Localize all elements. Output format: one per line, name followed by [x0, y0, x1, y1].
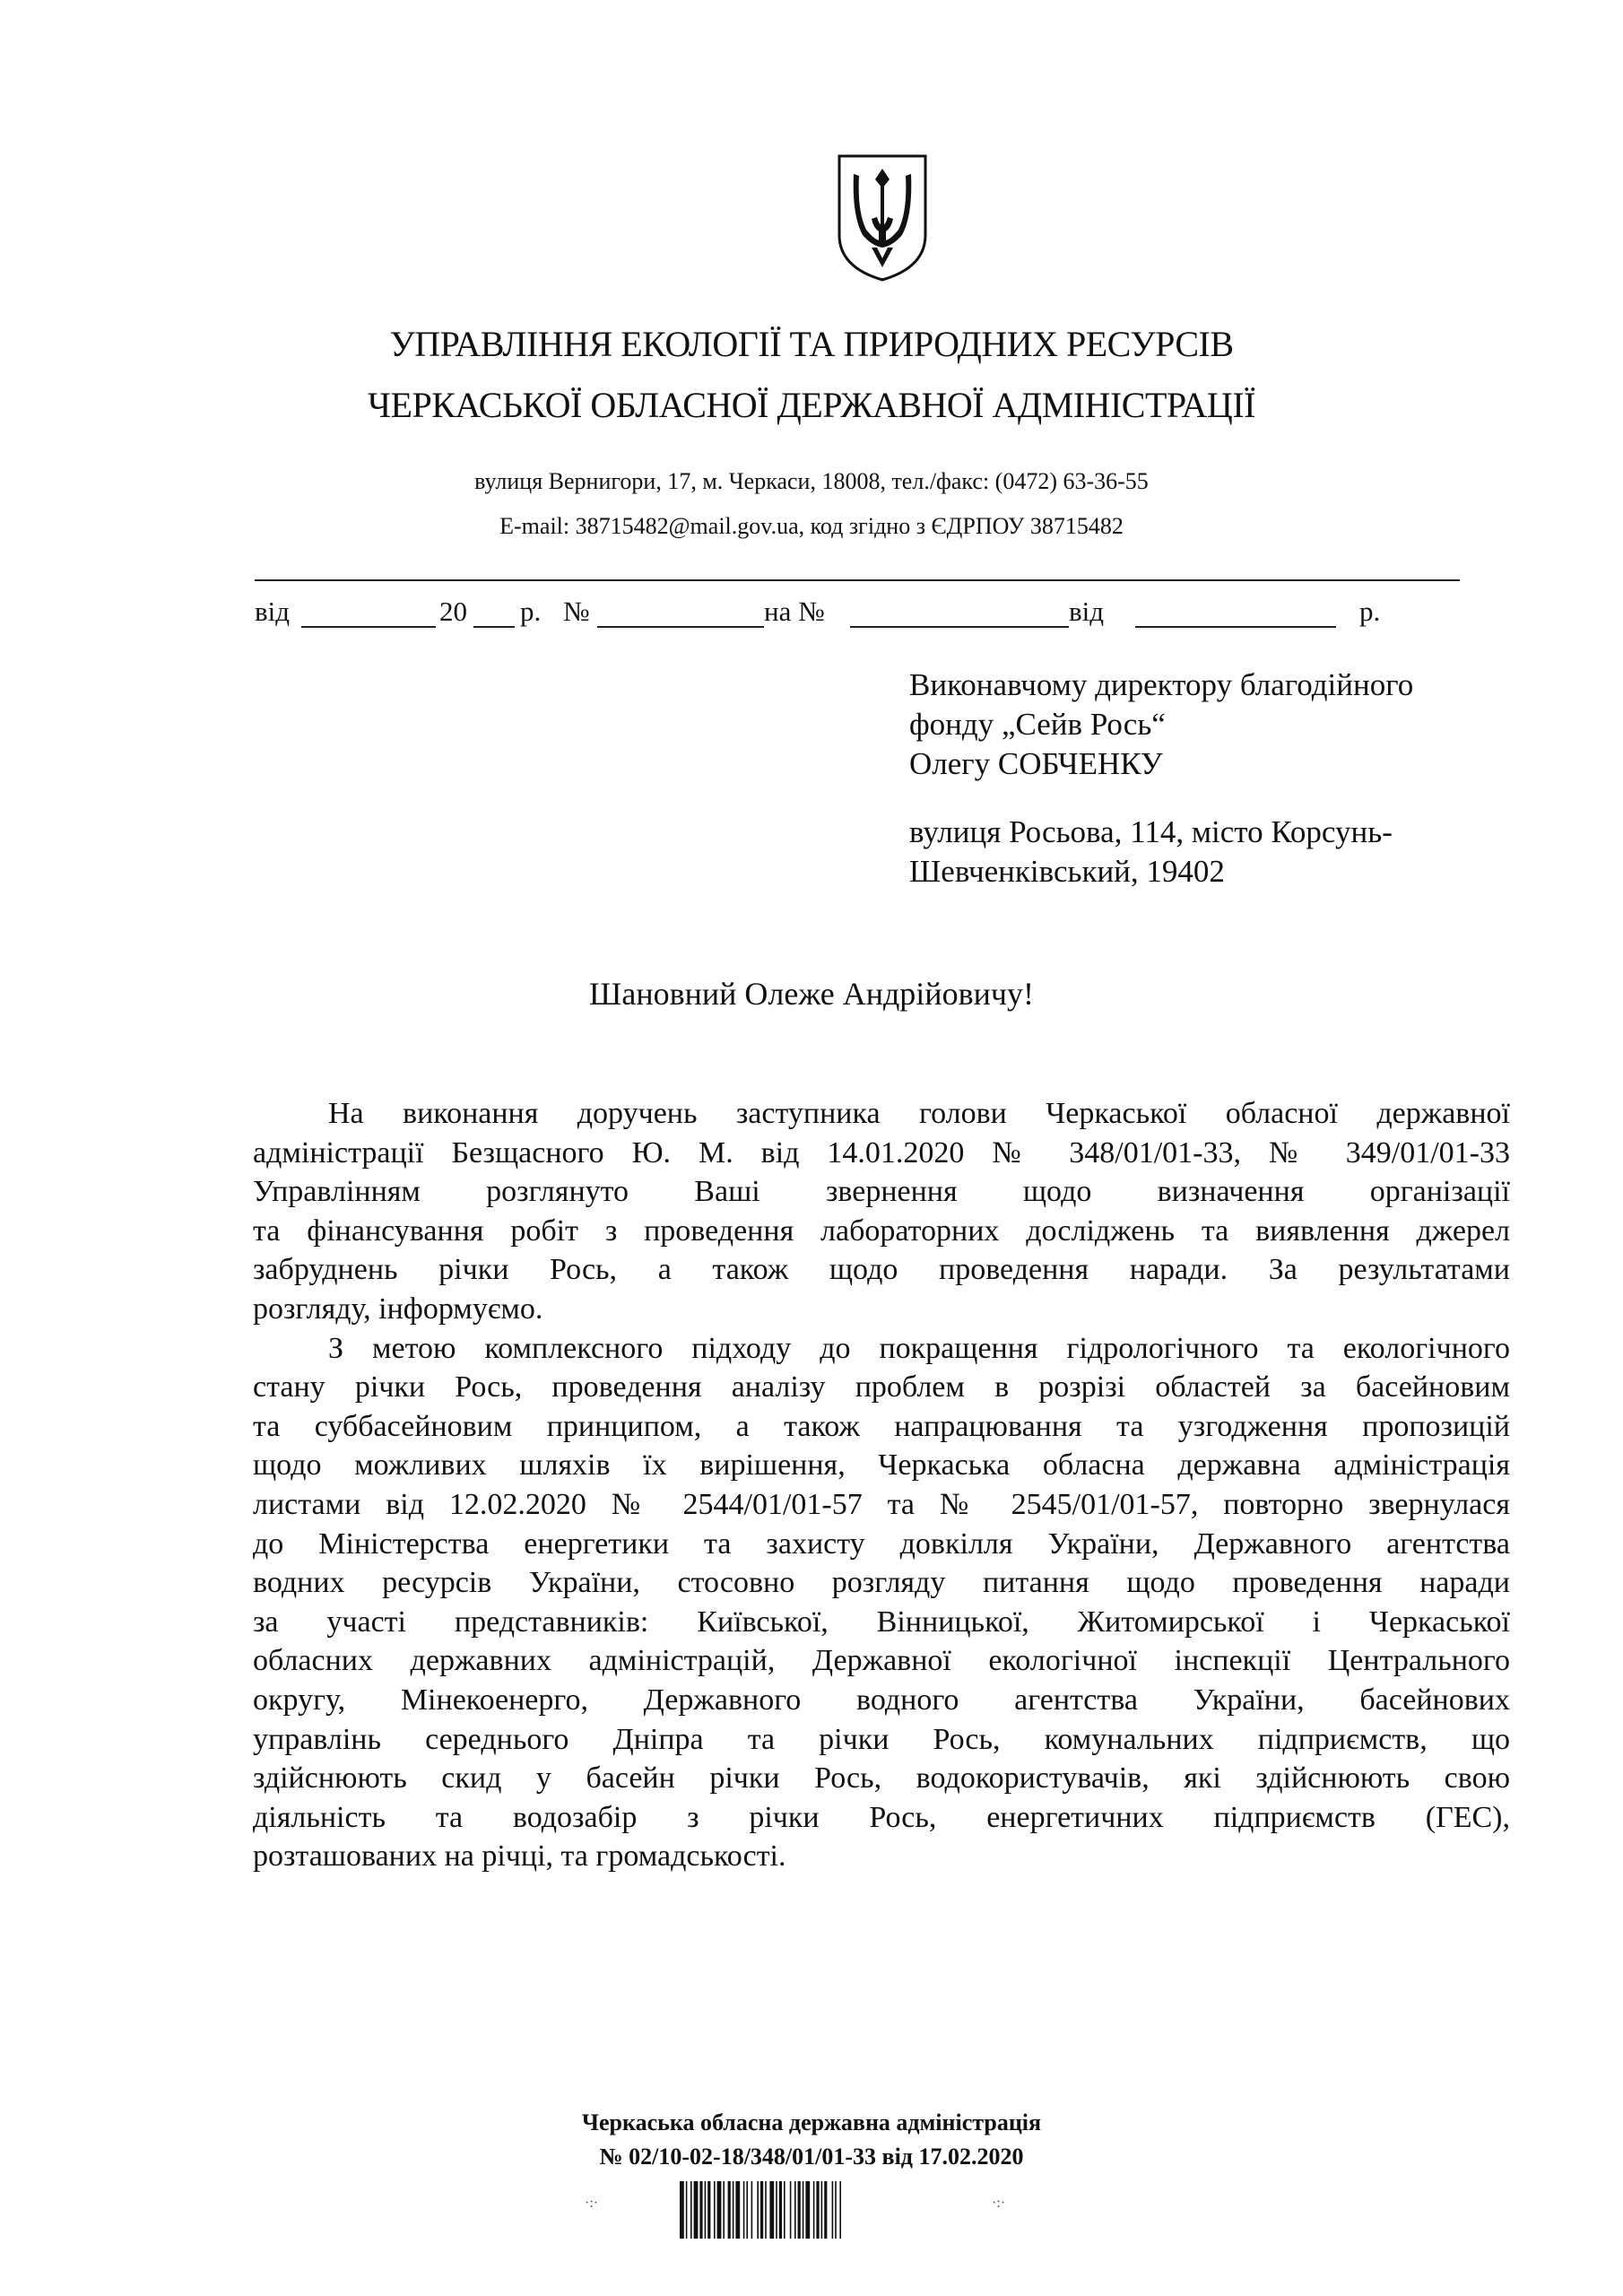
addressee-line: Виконавчому директору благодійного: [909, 667, 1414, 702]
barcode-stripe: [835, 2181, 837, 2239]
reply-year-suffix: р.: [1359, 596, 1381, 627]
body-line: водних ресурсів України, стосовно розгляду питання щодо проведення наради: [253, 1566, 1510, 1600]
barcode-stripe: [813, 2181, 815, 2239]
barcode-stripe: [714, 2181, 716, 2239]
barcode-stripe: [690, 2181, 692, 2239]
barcode-stripe: [723, 2181, 725, 2239]
number-label: №: [563, 596, 590, 627]
date-blank: [301, 599, 436, 628]
body-line: На виконання доручень заступника голови Черкаської обласної державної: [328, 1097, 1510, 1130]
barcode-stripe: [728, 2181, 731, 2239]
addressee-address: [909, 813, 1501, 891]
barcode-stripe: [824, 2181, 827, 2239]
barcode-stripe: [733, 2181, 734, 2239]
scan-speck: ·:·: [992, 2196, 1006, 2211]
barcode-stripe: [784, 2181, 785, 2239]
barcode-stripe: [816, 2181, 819, 2239]
barcode-stripe: [839, 2181, 841, 2239]
barcode-stripe: [760, 2181, 763, 2239]
header-divider: [255, 579, 1460, 581]
barcode-stripe: [776, 2181, 777, 2239]
contact-address: вулиця Вернигори, 17, м. Черкаси, 18008, тел./факс: (0472) 63-36-55: [474, 468, 1149, 494]
registration-stamp-line1: Черкаська обласна державна адміністрація: [581, 2109, 1042, 2135]
body-line: здійснюють скид у басейн річки Рось, водокористувачів, які здійснюють свою: [253, 1761, 1510, 1796]
barcode-stripe: [686, 2181, 688, 2239]
organization-name-line1: УПРАВЛІННЯ ЕКОЛОГІЇ ТА ПРИРОДНИХ РЕСУРСІВ: [389, 324, 1234, 364]
barcode-stripe: [746, 2181, 748, 2239]
body-line: та суббасейновим принципом, а також напрацювання та узгодження пропозицій: [253, 1409, 1510, 1443]
body-line: діяльність та водозабір з річки Рось, енергетичних підприємств (ГЕС),: [253, 1800, 1510, 1834]
barcode-stripe: [735, 2181, 740, 2239]
body-line: управлінь середнього Дніпра та річки Рось, комунальних підприємств, що: [253, 1722, 1510, 1756]
barcode-stripe: [765, 2181, 767, 2239]
barcode-stripe: [779, 2181, 782, 2239]
body-line: обласних державних адміністрацій, Державної екологічної інспекції Центрального: [253, 1644, 1510, 1678]
body-line: та фінансування робіт з проведення лабораторних досліджень та виявлення джерел: [253, 1213, 1510, 1248]
barcode-stripe: [794, 2181, 796, 2239]
body-line: адміністрації Безщасного Ю. М. від 14.01.2020 № 348/01/01-33, № 349/01/01-33: [253, 1135, 1510, 1170]
body-line: за участі представників: Київської, Вінницької, Житомирської і Черкаської: [253, 1605, 1510, 1639]
barcode-stripe: [717, 2181, 722, 2239]
barcode-stripe: [798, 2181, 801, 2239]
barcode-stripe: [705, 2181, 707, 2239]
body-line: забруднень річки Рось, а також щодо проведення наради. За результатами: [253, 1253, 1510, 1287]
organization-name-line2: ЧЕРКАСЬКОЇ ОБЛАСНОЇ ДЕРЖАВНОЇ АДМІНІСТРАЦІЇ: [368, 385, 1255, 425]
barcode-stripe: [707, 2181, 710, 2239]
barcode-stripe: [699, 2181, 702, 2239]
reply-number-blank: [850, 599, 1069, 628]
contact-email-code: E-mail: 38715482@mail.gov.ua, код згідно з ЄДРПОУ 38715482: [499, 513, 1124, 539]
body-line: З метою комплексного підходу до покращення гідрологічного та екологічного: [328, 1331, 1510, 1365]
addressee-name: Олегу СОБЧЕНКУ: [909, 746, 1163, 781]
year-prefix: 20: [439, 596, 467, 627]
reply-date-blank: [1135, 599, 1336, 628]
body-line: листами від 12.02.2020 № 2544/01/01-57 та № 2545/01/01-57, повторно звернулася: [253, 1487, 1510, 1521]
barcode-stripe: [751, 2181, 753, 2239]
body-line: розташованих на річці, та громадськості.: [253, 1839, 786, 1874]
barcode-stripe: [757, 2181, 759, 2239]
body-line: Управлінням розглянуто Ваші звернення щодо визначення організації: [253, 1175, 1510, 1209]
address-line: вулиця Росьова, 114, місто Корсунь-: [909, 814, 1393, 849]
year-blank: [473, 599, 515, 628]
letter-body: [253, 1094, 1510, 1876]
body-line: розгляду, інформуємо.: [253, 1292, 543, 1326]
addressee-block: [909, 665, 1501, 784]
barcode-stripe: [790, 2181, 792, 2239]
number-blank: [597, 599, 764, 628]
barcode-stripe: [694, 2181, 699, 2239]
body-line: стану річки Рось, проведення аналізу проблем в розрізі областей за басейновим: [253, 1370, 1510, 1405]
year-suffix: р.: [520, 596, 542, 627]
body-line: щодо можливих шляхів їх вирішення, Черкаська обласна державна адміністрація: [253, 1448, 1510, 1483]
reply-from-label: від: [1069, 596, 1105, 627]
barcode-icon: [678, 2181, 915, 2239]
barcode-stripe: [805, 2181, 810, 2239]
salutation: Шановний Олеже Андрійовичу!: [589, 976, 1034, 1012]
reference-line: [255, 596, 1456, 635]
trident-coat-of-arms-icon: [836, 152, 929, 283]
barcode-stripe: [832, 2181, 834, 2239]
barcode-stripe: [680, 2181, 684, 2239]
addressee-line: фонду „Сейв Рось“: [909, 707, 1166, 742]
body-line: округу, Мінекоенерго, Державного водного агентства України, басейнових: [253, 1683, 1510, 1717]
barcode-stripe: [821, 2181, 823, 2239]
address-line: Шевченківський, 19402: [909, 854, 1225, 889]
barcode-stripe: [743, 2181, 745, 2239]
barcode-stripe: [769, 2181, 774, 2239]
scan-speck: ·:·: [585, 2196, 599, 2211]
reply-to-label: на №: [764, 596, 825, 627]
body-line: до Міністерства енергетики та захисту довкілля України, Державного агентства: [253, 1526, 1510, 1561]
barcode-stripe: [803, 2181, 804, 2239]
from-label: від: [255, 596, 291, 627]
registration-stamp-number: № 02/10-02-18/348/01/01-33 від 17.02.2020: [599, 2144, 1024, 2170]
